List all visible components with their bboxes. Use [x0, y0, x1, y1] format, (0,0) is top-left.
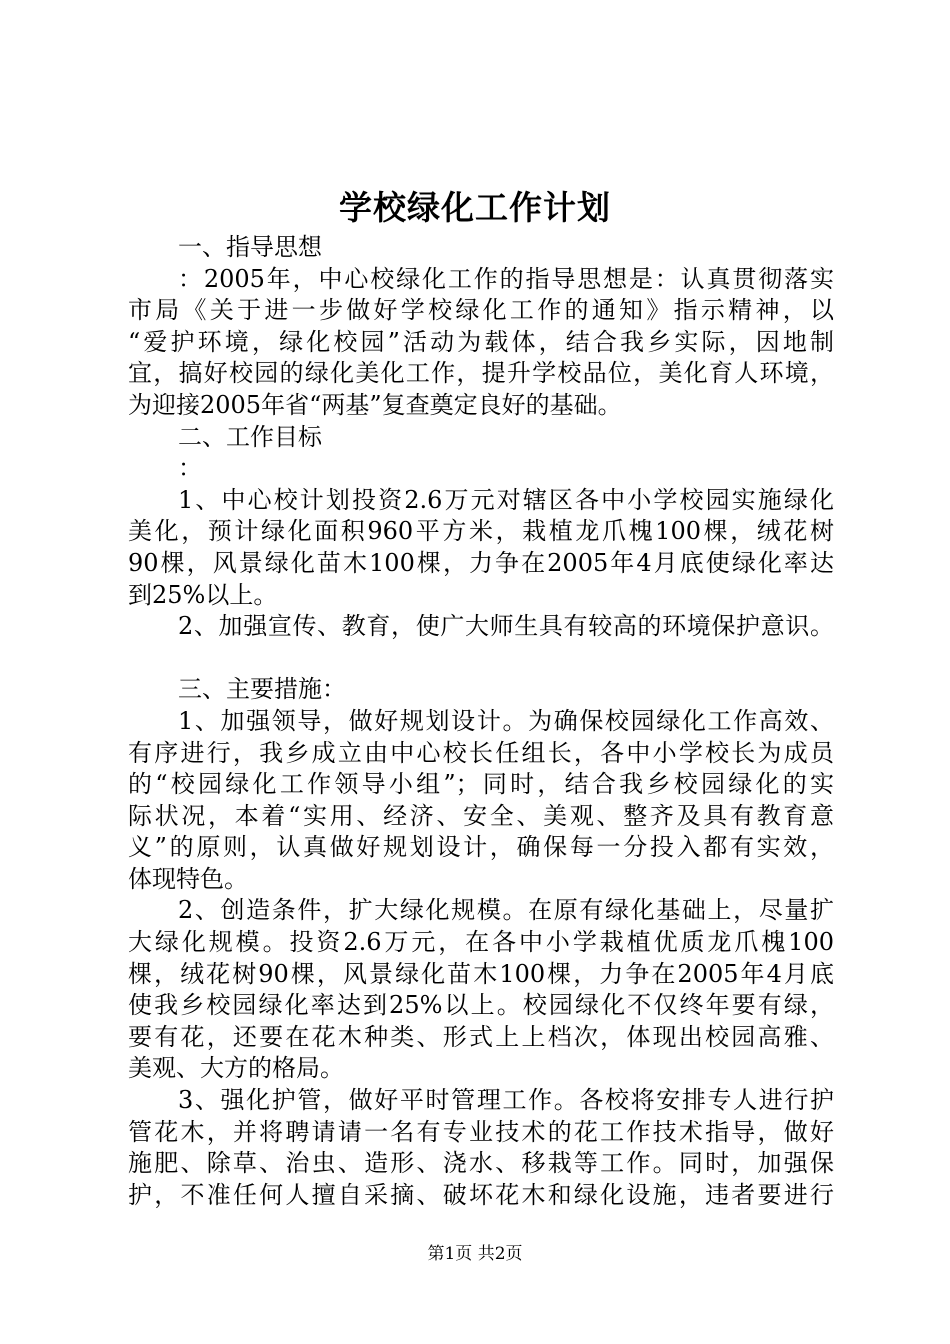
text-line: 市局《关于进一步做好学校绿化工作的通知》指示精神，以 [128, 296, 834, 325]
text-line: ： [178, 454, 202, 483]
text-line: 2、创造条件，扩大绿化规模。在原有绿化基础上，尽量扩 [178, 896, 834, 925]
text-line: 到25%以上。 [128, 580, 278, 609]
document-title: 学校绿化工作计划 [339, 188, 611, 227]
text-line: 一、指导思想 [178, 233, 322, 261]
text-line: 2、加强宣传、教育，使广大师生具有较高的环境保护意识。 [178, 612, 834, 641]
text-line: 要有花，还要在花木种类、形式上上档次，体现出校园高雅、 [128, 1022, 834, 1051]
text-line: ：2005年，中心校绿化工作的指导思想是：认真贯彻落实 [178, 264, 834, 293]
text-line: 际状况，本着“实用、经济、安全、美观、整齐及具有教育意 [128, 801, 834, 830]
text-line: 的“校园绿化工作领导小组”；同时，结合我乡校园绿化的实 [128, 770, 834, 799]
text-line [128, 643, 834, 675]
text-line: 美观、大方的格局。 [128, 1054, 344, 1083]
text-line: 三、主要措施： [178, 675, 346, 704]
text-line: 90棵，风景绿化苗木100棵，力争在2005年4月底使绿化率达 [128, 548, 834, 577]
text-line: 护，不准任何人擅自采摘、破坏花木和绿化设施，违者要进行 [128, 1180, 834, 1209]
text-line: 1、加强领导，做好规划设计。为确保校园绿化工作高效、 [178, 706, 834, 735]
text-line: 使我乡校园绿化率达到25%以上。校园绿化不仅终年要有绿， [128, 991, 834, 1020]
text-line: 为迎接2005年省“两基”复查奠定良好的基础。 [128, 390, 622, 419]
text-line: 宜，搞好校园的绿化美化工作，提升学校品位，美化育人环境， [128, 359, 834, 388]
text-line: 管花木，并将聘请请一名有专业技术的花工作技术指导，做好 [128, 1117, 834, 1146]
text-line: “爱护环境，绿化校园”活动为载体，结合我乡实际，因地制 [128, 327, 834, 356]
text-line: 1、中心校计划投资2.6万元对辖区各中小学校园实施绿化 [178, 485, 834, 514]
text-line: 美化，预计绿化面积960平方米，栽植龙爪槐100棵，绒花树 [128, 517, 834, 546]
page-footer: 第1页 共2页 [427, 1244, 523, 1264]
document-body [128, 232, 834, 1211]
text-line: 体现特色。 [128, 864, 248, 893]
text-line: 棵，绒花树90棵，风景绿化苗木100棵，力争在2005年4月底 [128, 959, 834, 988]
text-line: 有序进行，我乡成立由中心校长任组长，各中小学校长为成员 [128, 738, 834, 767]
text-line: 3、强化护管，做好平时管理工作。各校将安排专人进行护 [178, 1086, 834, 1115]
text-line: 大绿化规模。投资2.6万元，在各中小学栽植优质龙爪槐100 [128, 928, 834, 957]
text-line: 施肥、除草、治虫、造形、浇水、移栽等工作。同时，加强保 [128, 1149, 834, 1178]
text-line: 义”的原则，认真做好规划设计，确保每一分投入都有实效， [128, 833, 834, 862]
text-line: 二、工作目标 [178, 422, 322, 451]
